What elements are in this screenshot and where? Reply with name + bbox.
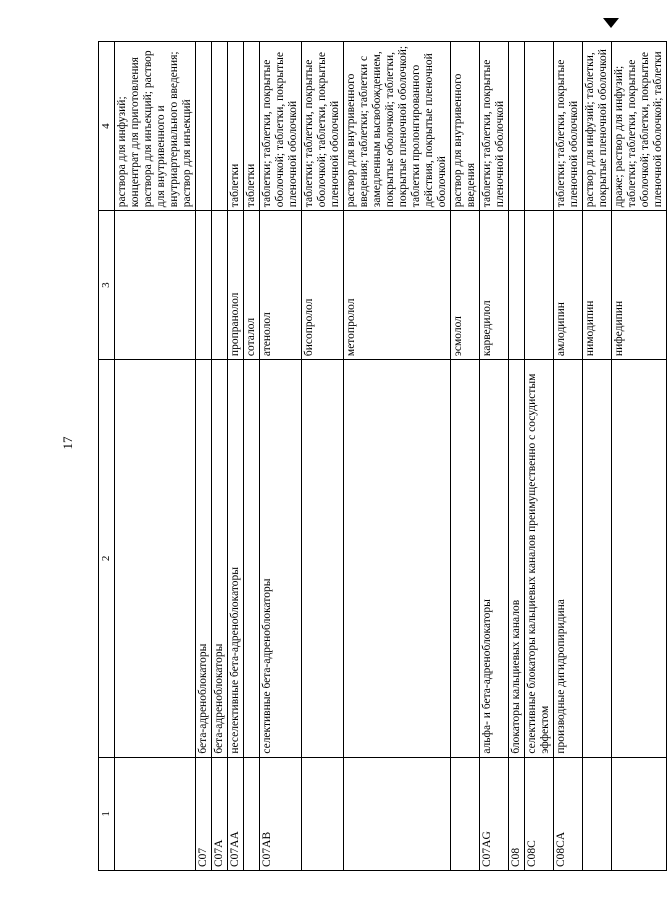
cell-drug: пропранолол [228, 211, 244, 360]
cell-forms: таблетки [228, 42, 244, 211]
cell-code: C08 [509, 757, 525, 870]
cell-group: бета-адреноблокаторы [196, 360, 212, 758]
cell-group: селективные блокаторы кальциевых каналов преимущественно с сосудистым эффектом [525, 360, 554, 758]
cell-forms: таблетки [244, 42, 260, 211]
cell-drug: метопролол [344, 211, 451, 360]
cell-group [344, 360, 451, 758]
cell-drug: нифедипин [612, 211, 667, 360]
cell-drug [212, 211, 228, 360]
cell-drug [509, 211, 525, 360]
cell-drug: эсмолол [451, 211, 480, 360]
cell-drug: соталол [244, 211, 260, 360]
header-col-2: 2 [99, 360, 115, 758]
table-row [554, 42, 583, 871]
cell-code: C07 [196, 757, 212, 870]
cell-group [612, 360, 667, 758]
cell-group: бета-адреноблокаторы [212, 360, 228, 758]
cell-forms [525, 42, 554, 211]
cell-code: C07AB [260, 757, 302, 870]
cell-drug: атенолол [260, 211, 302, 360]
table-row [480, 42, 509, 871]
cell-group: альфа- и бета-адреноблокаторы [480, 360, 509, 758]
cell-group: неселективные бета-адреноблокаторы [228, 360, 244, 758]
table-row [228, 42, 244, 871]
cell-drug: бисопролол [302, 211, 344, 360]
cell-group [115, 360, 196, 758]
cell-code: C08CA [554, 757, 583, 870]
drug-table [98, 41, 667, 871]
cell-group [583, 360, 612, 758]
cell-code: C07AA [228, 757, 244, 870]
cell-code [302, 757, 344, 870]
cell-code: C08C [525, 757, 554, 870]
header-col-4: 4 [99, 42, 115, 211]
cell-drug [196, 211, 212, 360]
table-row [583, 42, 612, 871]
cell-forms: таблетки; таблетки, покрытые оболочкой; таблетки, покрытые пленочной оболочкой [260, 42, 302, 211]
cell-group [451, 360, 480, 758]
cell-code [612, 757, 667, 870]
cell-code [451, 757, 480, 870]
cell-drug: нимодипин [583, 211, 612, 360]
cell-forms: раствор для внутривенного введения; таблетки; таблетки с замедленным высвобождением, покрытые оболочкой; таблетки, покрытые пленочной оболочкой; таблетки пролонгированного действия, покрытые пленочной оболочкой [344, 42, 451, 211]
page-number: 17 [60, 436, 75, 450]
cell-code: C07AG [480, 757, 509, 870]
cell-forms [212, 42, 228, 211]
cell-code [583, 757, 612, 870]
cell-code: C07A [212, 757, 228, 870]
cell-code [244, 757, 260, 870]
table-row [196, 42, 212, 871]
table-row [509, 42, 525, 871]
table-row [451, 42, 480, 871]
cell-group [244, 360, 260, 758]
cell-forms: таблетки; таблетки, покрытые оболочкой; таблетки, покрытые пленочной оболочкой [302, 42, 344, 211]
table-row [244, 42, 260, 871]
table-row [115, 42, 196, 871]
header-row [99, 42, 115, 871]
cell-group [302, 360, 344, 758]
table-row [612, 42, 667, 871]
cell-forms: таблетки; таблетки, покрытые пленочной оболочкой [554, 42, 583, 211]
table-row [212, 42, 228, 871]
cell-forms: драже; раствор для инфузий; таблетки; таблетки, покрытые оболочкой; таблетки, покрытые пленочной оболочкой; таблетки [612, 42, 667, 211]
cell-forms: раствор для внутривенного введения [451, 42, 480, 211]
cell-drug: карведилол [480, 211, 509, 360]
cell-code [344, 757, 451, 870]
cell-group: селективные бета-адреноблокаторы [260, 360, 302, 758]
table-body [115, 42, 667, 871]
cell-forms: раствора для инфузий; концентрат для приготовления раствора для инъекций; раствор для внутривенного и внутриартериального введения; раствор для инъекций [115, 42, 196, 211]
cell-forms [196, 42, 212, 211]
cell-group: блокаторы кальциевых каналов [509, 360, 525, 758]
cell-forms [509, 42, 525, 211]
cell-drug [525, 211, 554, 360]
header-col-1: 1 [99, 757, 115, 870]
table-row [344, 42, 451, 871]
table-row [260, 42, 302, 871]
table-row [525, 42, 554, 871]
cell-code [115, 757, 196, 870]
corner-mark [603, 18, 619, 28]
header-col-3: 3 [99, 211, 115, 360]
table-row [302, 42, 344, 871]
cell-drug: амлодипин [554, 211, 583, 360]
cell-forms: раствор для инфузий; таблетки, покрытые пленочной оболочкой [583, 42, 612, 211]
cell-drug [115, 211, 196, 360]
rotated-table-wrapper [98, 41, 664, 871]
cell-group: производные дигидропиридина [554, 360, 583, 758]
cell-forms: таблетки; таблетки, покрытые пленочной оболочкой [480, 42, 509, 211]
